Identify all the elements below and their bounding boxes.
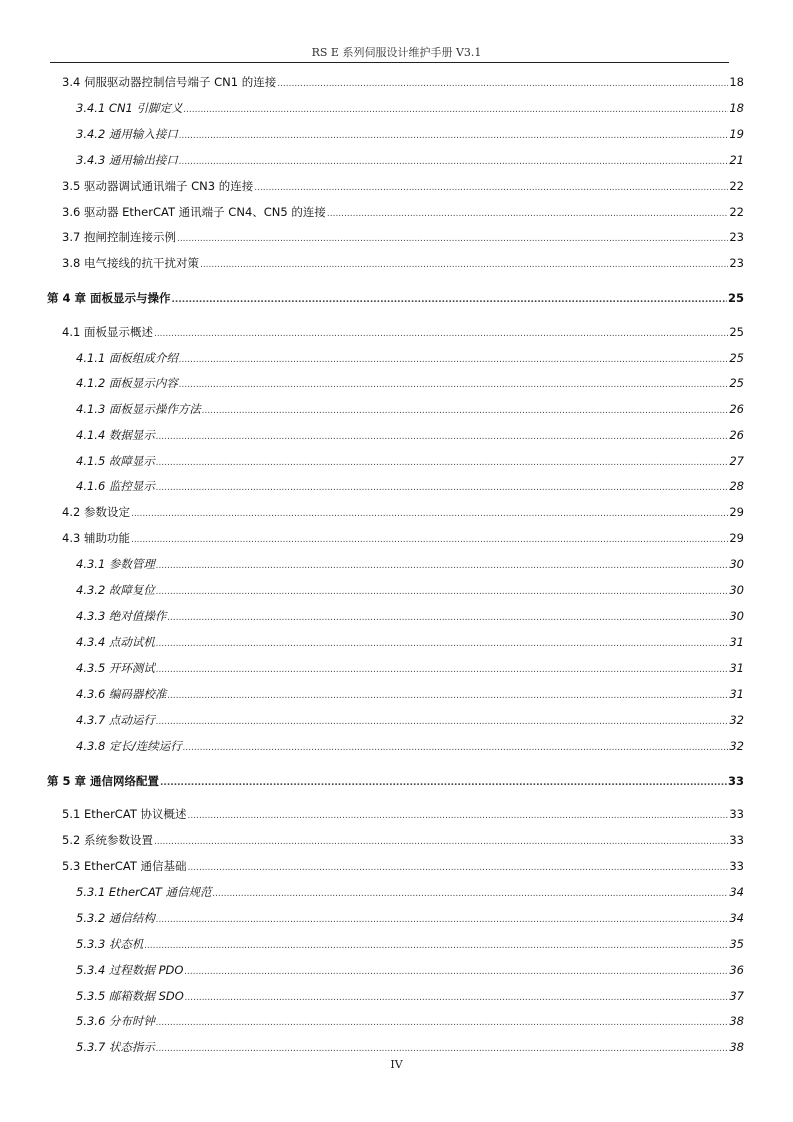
dot-leader: [156, 662, 728, 678]
dot-leader: [200, 257, 728, 273]
dot-leader: [131, 506, 728, 522]
toc-entry[interactable]: [76, 582, 744, 598]
toc-entry-title: 3.4 伺服驱动器控制信号端子 CN1 的连接: [62, 75, 277, 89]
dot-leader: [156, 912, 728, 928]
dot-leader: [156, 636, 728, 652]
dot-leader: [156, 584, 728, 600]
toc-entry-title: 4.3.5 开环测试: [76, 661, 155, 675]
toc-entry-title: 5.3 EtherCAT 通信基础: [62, 859, 187, 873]
toc-entry-title: 3.5 驱动器调试通讯端子 CN3 的连接: [62, 179, 254, 193]
toc-entry-page: 35: [729, 937, 744, 951]
toc-entry[interactable]: [76, 152, 744, 168]
dot-leader: [185, 990, 729, 1006]
toc-entry-page: 33: [729, 807, 744, 821]
toc-entry-title: 4.3 辅助功能: [62, 531, 130, 545]
toc-entry-title: 4.1 面板显示概述: [62, 325, 153, 339]
toc-entry-page: 18: [729, 75, 744, 89]
toc-entry[interactable]: [76, 936, 744, 952]
toc-entry-title: 5.3.2 通信结构: [76, 911, 155, 925]
toc-entry-page: 31: [729, 687, 744, 701]
dot-leader: [160, 775, 727, 791]
dot-leader: [188, 860, 729, 876]
toc-entry[interactable]: [62, 806, 744, 822]
dot-leader: [188, 808, 729, 824]
toc-entry-page: 33: [727, 774, 744, 788]
toc-entry[interactable]: [76, 962, 744, 978]
toc-entry-title: 5.3.7 状态指示: [76, 1040, 155, 1054]
toc-entry[interactable]: [76, 478, 744, 494]
toc-entry-page: 30: [729, 583, 744, 597]
dot-leader: [183, 740, 729, 756]
toc-entry-title: 4.3.3 绝对值操作: [76, 609, 167, 623]
toc-entry-title: 4.2 参数设定: [62, 505, 130, 519]
dot-leader: [202, 403, 728, 419]
dot-leader: [156, 429, 728, 445]
toc-entry[interactable]: [62, 229, 744, 245]
toc-entry[interactable]: [76, 401, 744, 417]
toc-entry[interactable]: [76, 375, 744, 391]
toc-entry-page: 23: [729, 230, 744, 244]
toc-entry[interactable]: [47, 290, 744, 306]
toc-entry-title: 4.3.6 编码器校准: [76, 687, 167, 701]
toc-entry-page: 30: [729, 557, 744, 571]
toc-entry-page: 26: [729, 428, 744, 442]
dot-leader: [167, 688, 728, 704]
toc-entry-page: 29: [729, 531, 744, 545]
page-header: RS E 系列伺服设计维护手册 V3.1: [311, 46, 482, 59]
dot-leader: [179, 154, 728, 170]
toc-entry-title: 4.3.4 点动试机: [76, 635, 155, 649]
dot-leader: [154, 834, 728, 850]
toc-entry[interactable]: [62, 324, 744, 340]
toc-entry-page: 38: [729, 1040, 744, 1054]
dot-leader: [277, 76, 728, 92]
toc-entry-title: 3.6 驱动器 EtherCAT 通讯端子 CN4、CN5 的连接: [62, 205, 326, 219]
toc-entry-title: 第 4 章 面板显示与操作: [47, 291, 171, 305]
toc-entry-title: 4.3.1 参数管理: [76, 557, 155, 571]
toc-entry-page: 28: [729, 479, 744, 493]
toc-entry[interactable]: [62, 204, 744, 220]
toc-entry-title: 4.1.5 故障显示: [76, 454, 155, 468]
toc-entry[interactable]: [62, 74, 744, 90]
toc-entry-title: 3.7 抱闸控制连接示例: [62, 230, 176, 244]
toc-entry[interactable]: [76, 738, 744, 754]
toc-entry[interactable]: [76, 1013, 744, 1029]
header-rule: [50, 62, 729, 63]
dot-leader: [154, 326, 728, 342]
toc-entry-page: 36: [729, 963, 744, 977]
toc-entry[interactable]: [76, 608, 744, 624]
dot-leader: [184, 964, 728, 980]
toc-entry[interactable]: [76, 988, 744, 1004]
toc-entry-title: 5.3.3 状态机: [76, 937, 144, 951]
toc-entry[interactable]: [76, 427, 744, 443]
toc-entry-page: 25: [729, 376, 744, 390]
toc-entry-page: 32: [729, 739, 744, 753]
dot-leader: [131, 532, 728, 548]
toc-entry-page: 33: [729, 859, 744, 873]
dot-leader: [156, 480, 728, 496]
toc-entry-title: 4.1.2 面板显示内容: [76, 376, 178, 390]
dot-leader: [156, 1015, 728, 1031]
toc-entry[interactable]: [47, 773, 744, 789]
toc-entry-title: 5.3.4 过程数据 PDO: [76, 963, 184, 977]
dot-leader: [213, 886, 729, 902]
dot-leader: [327, 206, 729, 222]
dot-leader: [156, 714, 728, 730]
toc-entry-page: 33: [729, 833, 744, 847]
toc-entry-title: 5.1 EtherCAT 协议概述: [62, 807, 187, 821]
toc-entry-title: 第 5 章 通信网络配置: [47, 774, 160, 788]
toc-entry-page: 23: [729, 256, 744, 270]
toc-entry-page: 31: [729, 661, 744, 675]
toc-entry-title: 5.3.5 邮箱数据 SDO: [76, 989, 184, 1003]
page-number: IV: [390, 1058, 403, 1071]
toc-entry[interactable]: [62, 504, 744, 520]
dot-leader: [177, 231, 728, 247]
dot-leader: [184, 102, 729, 118]
toc-entry[interactable]: [76, 910, 744, 926]
toc-entry-title: 5.3.6 分布时钟: [76, 1014, 155, 1028]
toc-entry[interactable]: [62, 858, 744, 874]
toc-entry[interactable]: [76, 453, 744, 469]
toc-entry[interactable]: [62, 178, 744, 194]
toc-entry-page: 37: [729, 989, 744, 1003]
toc-entry[interactable]: [62, 530, 744, 546]
dot-leader: [144, 938, 728, 954]
toc-entry-title: 4.1.1 面板组成介绍: [76, 351, 178, 365]
dot-leader: [156, 1041, 728, 1057]
toc-entry-page: 27: [729, 454, 744, 468]
toc-entry-page: 29: [729, 505, 744, 519]
toc-entry-title: 4.1.3 面板显示操作方法: [76, 402, 201, 416]
dot-leader: [156, 455, 728, 471]
toc-entry-title: 4.3.8 定长/连续运行: [76, 739, 182, 753]
dot-leader: [167, 610, 728, 626]
toc-entry-title: 3.4.1 CN1 引脚定义: [76, 101, 183, 115]
toc-entry-page: 21: [729, 153, 744, 167]
dot-leader: [179, 352, 728, 368]
toc-entry-page: 25: [729, 325, 744, 339]
dot-leader: [254, 180, 728, 196]
toc-entry-title: 4.3.7 点动运行: [76, 713, 155, 727]
toc-entry[interactable]: [76, 100, 744, 116]
toc-entry-page: 34: [729, 911, 744, 925]
toc-entry[interactable]: [62, 255, 744, 271]
toc-entry-page: 30: [729, 609, 744, 623]
toc-entry[interactable]: [76, 884, 744, 900]
toc-entry-page: 26: [729, 402, 744, 416]
toc-entry[interactable]: [76, 712, 744, 728]
dot-leader: [179, 128, 728, 144]
toc-entry-title: 3.4.3 通用输出接口: [76, 153, 178, 167]
toc-entry-title: 5.3.1 EtherCAT 通信规范: [76, 885, 212, 899]
toc-entry-title: 4.1.4 数据显示: [76, 428, 155, 442]
toc-entry-title: 3.8 电气接线的抗干扰对策: [62, 256, 199, 270]
toc-entry-page: 32: [729, 713, 744, 727]
toc-entry[interactable]: [76, 556, 744, 572]
toc-entry-page: 22: [729, 179, 744, 193]
toc-entry-page: 31: [729, 635, 744, 649]
toc-entry-page: 19: [729, 127, 744, 141]
toc-entry[interactable]: [76, 350, 744, 366]
toc-entry-page: 38: [729, 1014, 744, 1028]
toc-entry-page: 18: [729, 101, 744, 115]
toc-entry-title: 5.2 系统参数设置: [62, 833, 153, 847]
toc-entry-page: 25: [729, 351, 744, 365]
dot-leader: [172, 292, 727, 308]
toc-entry-title: 4.1.6 监控显示: [76, 479, 155, 493]
dot-leader: [179, 377, 728, 393]
dot-leader: [156, 558, 728, 574]
toc-entry-page: 34: [729, 885, 744, 899]
toc-entry[interactable]: [76, 126, 744, 142]
toc-entry-title: 3.4.2 通用输入接口: [76, 127, 178, 141]
toc-entry-page: 25: [727, 291, 744, 305]
toc-entry[interactable]: [76, 660, 744, 676]
toc-entry[interactable]: [76, 1039, 744, 1055]
toc-entry[interactable]: [76, 686, 744, 702]
toc-entry-page: 22: [729, 205, 744, 219]
toc-entry[interactable]: [76, 634, 744, 650]
toc-entry[interactable]: [62, 832, 744, 848]
toc-entry-title: 4.3.2 故障复位: [76, 583, 155, 597]
